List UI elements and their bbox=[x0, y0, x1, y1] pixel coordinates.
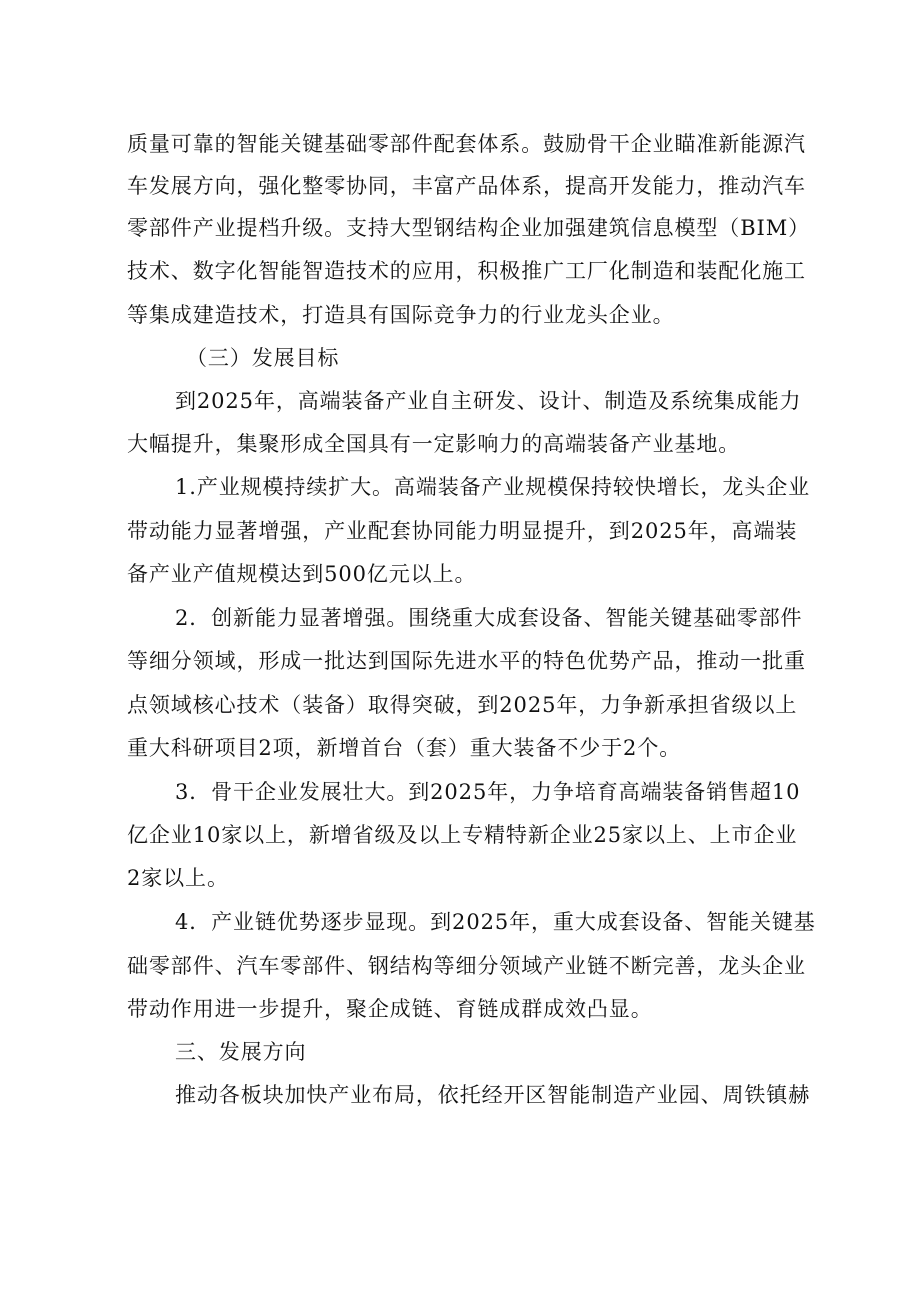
paragraph-line: 4．产业链优势逐步显现。到2025年，重大成套设备、智能关键基 bbox=[175, 910, 816, 934]
paragraph-line: 等细分领域，形成一批达到国际先进水平的特色优势产品，推动一批重 bbox=[127, 649, 806, 673]
paragraph-line: 带动作用进一步提升，聚企成链、育链成群成效凸显。 bbox=[127, 997, 653, 1021]
paragraph-line: 重大科研项目2项，新增首台（套）重大装备不少于2个。 bbox=[127, 736, 682, 760]
paragraph-line: 推动各板块加快产业布局，依托经开区智能制造产业园、周铁镇赫 bbox=[175, 1083, 811, 1107]
paragraph-line: 带动能力显著增强，产业配套协同能力明显提升，到2025年，高端装 bbox=[127, 519, 798, 543]
paragraph-line: 亿企业10家以上，新增省级及以上专精特新企业25家以上、上市企业 bbox=[127, 823, 798, 847]
paragraph-line: 1.产业规模持续扩大。高端装备产业规模保持较快增长，龙头企业 bbox=[175, 475, 811, 499]
paragraph-line: 大幅提升，集聚形成全国具有一定影响力的高端装备产业基地。 bbox=[127, 432, 741, 456]
paragraph-line: 3．骨干企业发展壮大。到2025年，力争培育高端装备销售超10 bbox=[175, 780, 801, 804]
paragraph-line: 2．创新能力显著增强。围绕重大成套设备、智能关键基础零部件 bbox=[175, 606, 803, 630]
paragraph-line: 零部件产业提档升级。支持大型钢结构企业加强建筑信息模型（BIM） bbox=[127, 216, 811, 240]
paragraph-line: 质量可靠的智能关键基础零部件配套体系。鼓励骨干企业瞄准新能源汽 bbox=[127, 132, 806, 156]
paragraph-line: 2家以上。 bbox=[127, 866, 229, 890]
paragraph-line: 车发展方向，强化整零协同，丰富产品体系，提高开发能力，推动汽车 bbox=[127, 174, 806, 198]
paragraph-line: 等集成建造技术，打造具有国际竞争力的行业龙头企业。 bbox=[127, 303, 675, 327]
paragraph-line: 点领域核心技术（装备）取得突破，到2025年，力争新承担省级以上 bbox=[127, 693, 798, 717]
paragraph-line: 础零部件、汽车零部件、钢结构等细分领域产业链不断完善，龙头企业 bbox=[127, 954, 806, 978]
section-subheading: （三）发展目标 bbox=[186, 346, 340, 370]
paragraph-line: 技术、数字化智能智造技术的应用，积极推广工厂化制造和装配化施工 bbox=[127, 259, 806, 283]
paragraph-line: 备产业产值规模达到500亿元以上。 bbox=[127, 562, 477, 586]
section-heading: 三、发展方向 bbox=[175, 1040, 307, 1064]
paragraph-line: 到2025年，高端装备产业自主研发、设计、制造及系统集成能力 bbox=[175, 389, 802, 413]
